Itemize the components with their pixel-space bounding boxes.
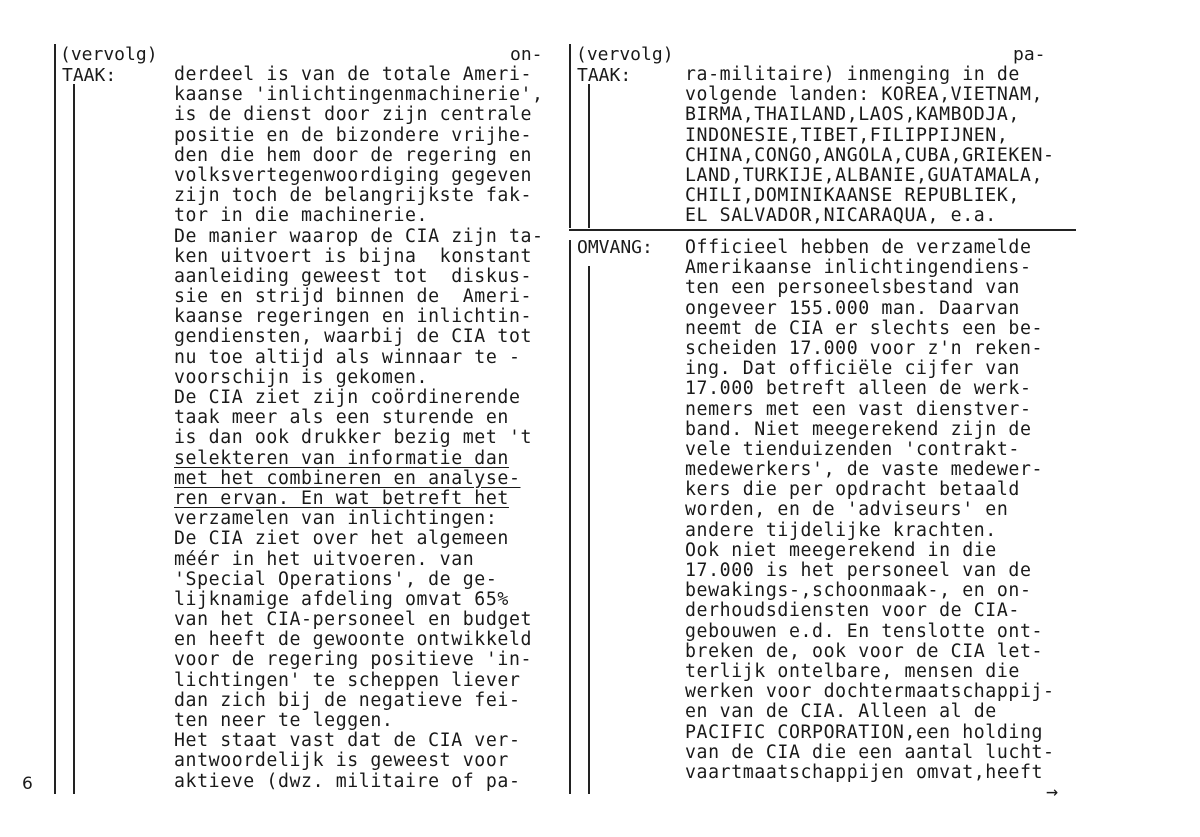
text-line: BIRMA,THAILAND,LAOS,KAMBODJA, <box>685 104 1020 126</box>
text-line: Ook niet meegerekend in die <box>685 539 997 561</box>
right-margin-rule-inner <box>588 84 590 228</box>
text-line: van de CIA die een aantal lucht- <box>685 741 1055 763</box>
text-line: positie en de bizondere vrijhe- <box>174 124 533 146</box>
text-line: voorschijn is gekomen. <box>174 366 429 388</box>
text-line: CHINA,CONGO,ANGOLA,CUBA,GRIEKEN- <box>685 144 1055 166</box>
right-margin-rule-outer <box>569 44 571 228</box>
text-line: van het CIA-personeel en budget <box>174 609 533 631</box>
text-line: andere tijdelijke krachten. <box>685 519 997 541</box>
left-section-label: TAAK: <box>62 65 117 86</box>
text-line: is de dienst door zijn centrale <box>174 104 533 126</box>
text-line: lichtingen' te scheppen liever <box>174 669 521 691</box>
text-line: PACIFIC CORPORATION,een holding <box>685 721 1044 743</box>
text-line: werken voor dochtermaatschappij- <box>685 681 1055 703</box>
text-line: dan zich bij de negatieve fei- <box>174 689 521 711</box>
left-hyphen-start: on- <box>510 44 543 65</box>
text-line: nemers met een vast dienstver- <box>685 398 1032 420</box>
text-line: nu toe altijd als winnaar te - <box>174 346 521 368</box>
text-line: ongeveer 155.000 man. Daarvan <box>685 297 1020 319</box>
section-divider <box>569 229 1076 231</box>
text-line: Amerikaanse inlichtingendiens- <box>685 257 1032 279</box>
text-line: kers die per opdracht betaald <box>685 479 1020 501</box>
text-line: méér in het uitvoeren. van <box>174 548 475 570</box>
left-margin-rule-outer <box>54 44 56 794</box>
text-line: ing. Dat officiële cijfer van <box>685 358 1020 380</box>
right-hyphen-start: pa- <box>1013 44 1046 65</box>
text-line: vele tienduizenden 'contrakt- <box>685 438 1020 460</box>
text-line: band. Niet meegerekend zijn de <box>685 418 1032 440</box>
left-margin-rule-inner <box>73 84 75 794</box>
text-line: lijknamige afdeling omvat 65% <box>174 588 509 610</box>
text-line: voor de regering positieve 'in- <box>174 649 533 671</box>
text-line: kaanse 'inlichtingenmachinerie', <box>174 84 544 106</box>
text-line: 'Special Operations', de ge- <box>174 568 498 590</box>
text-line: Het staat vast dat de CIA ver- <box>174 730 521 752</box>
text-line: EL SALVADOR,NICARAQUA, e.a. <box>685 205 997 227</box>
text-line: antwoordelijk is geweest voor <box>174 750 509 772</box>
text-line: 17.000 betreft alleen de werk- <box>685 378 1032 400</box>
text-line: tor in die machinerie. <box>174 205 429 227</box>
text-line: ken uitvoert is bijna konstant <box>174 245 533 267</box>
continue-arrow: → <box>1046 779 1059 803</box>
text-line: aktieve (dwz. militaire of pa- <box>174 770 521 792</box>
right-omvang-rule-inner <box>588 266 590 794</box>
text-line: breken de, ook voor de CIA let- <box>685 640 1044 662</box>
text-line: De CIA ziet over het algemeen <box>174 528 509 550</box>
text-line: 17.000 is het personeel van de <box>685 560 1032 581</box>
text-line: sie en strijd binnen de Ameri- <box>174 286 533 308</box>
text-line: den die hem door de regering en <box>174 144 533 166</box>
text-line: terlijk ontelbare, mensen die <box>685 660 1020 682</box>
text-line: ten een personeelsbestand van <box>685 277 1020 299</box>
text-line: LAND,TURKIJE,ALBANIE,GUATAMALA, <box>685 164 1044 186</box>
text-line: zijn toch de belangrijkste fak- <box>174 185 533 207</box>
text-line: derhoudsdiensten voor de CIA- <box>685 600 1020 622</box>
text-line: met het combineren en analyse- <box>174 467 521 489</box>
text-line: selekteren van informatie dan <box>174 447 509 469</box>
text-line: worden, en de 'adviseurs' en <box>685 499 1009 521</box>
text-line: en van de CIA. Alleen al de <box>685 701 997 723</box>
right-taak-text <box>685 65 1085 227</box>
text-line: aanleiding geweest tot diskus- <box>174 265 533 287</box>
right-omvang-text <box>685 238 1085 783</box>
text-line: ten neer te leggen. <box>174 710 394 731</box>
text-line: scheiden 17.000 voor z'n reken- <box>685 337 1044 359</box>
text-line: medewerkers', de vaste medewer- <box>685 459 1044 481</box>
text-line: verzamelen van inlichtingen: <box>174 508 498 530</box>
text-line: bewakings-,schoonmaak-, en on- <box>685 580 1032 602</box>
text-line: is dan ook drukker bezig met 't <box>174 427 533 449</box>
text-line: vaartmaatschappijen omvat,heeft <box>685 761 1044 783</box>
text-line: Officieel hebben de verzamelde <box>685 237 1032 258</box>
text-line: volgende landen: KOREA,VIETNAM, <box>685 84 1044 106</box>
text-line: kaanse regeringen en inlichtin- <box>174 306 533 328</box>
text-line: INDONESIE,TIBET,FILIPPIJNEN, <box>685 124 1009 146</box>
omvang-label: OMVANG: <box>577 237 653 258</box>
text-line: derdeel is van de totale Ameri- <box>174 64 533 85</box>
right-omvang-rule-outer <box>569 240 571 794</box>
text-line: taak meer als een sturende en <box>174 407 509 429</box>
right-section-label: TAAK: <box>577 65 632 86</box>
text-line: CHILI,DOMINIKAANSE REPUBLIEK, <box>685 185 1020 207</box>
text-line: volksvertegenwoordiging gegeven <box>174 164 533 186</box>
text-line: gendiensten, waarbij de CIA tot <box>174 326 533 348</box>
left-body-text <box>174 65 554 792</box>
text-line: De CIA ziet zijn coördinerende <box>174 387 521 408</box>
right-continued-label: (vervolg) <box>576 44 674 65</box>
text-line: De manier waarop de CIA zijn ta- <box>174 225 544 247</box>
text-line: gebouwen e.d. En tenslotte ont- <box>685 620 1044 642</box>
text-line: ra-militaire) inmenging in de <box>685 64 1020 85</box>
page-number: 6 <box>22 774 33 794</box>
text-line: en heeft de gewoonte ontwikkeld <box>174 629 533 651</box>
text-line: ren ervan. En wat betreft het <box>174 487 509 509</box>
text-line: neemt de CIA er slechts een be- <box>685 317 1044 339</box>
left-continued-label: (vervolg) <box>60 44 158 65</box>
